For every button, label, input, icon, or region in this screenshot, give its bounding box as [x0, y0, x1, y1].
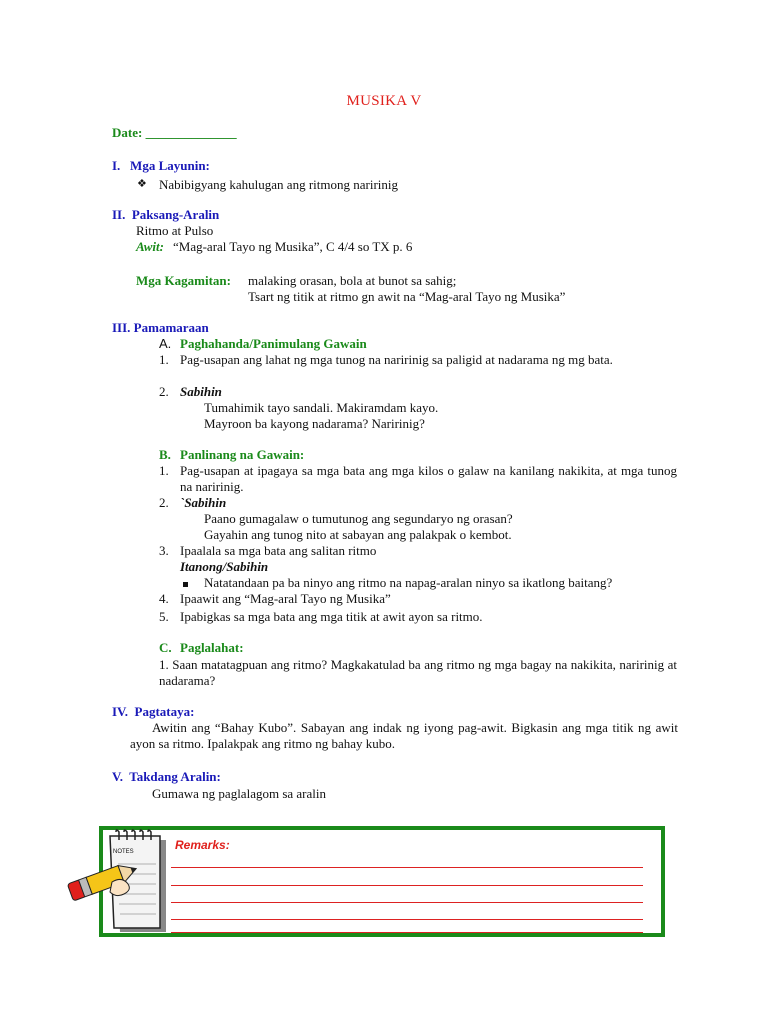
- section-iii-heading: III. Pamamaraan: [112, 320, 209, 335]
- section-ii-heading: II. Paksang-Aralin: [112, 207, 220, 222]
- page-title: MUSIKA V: [346, 93, 422, 109]
- remarks-label: Remarks:: [175, 838, 230, 852]
- remark-line: [171, 867, 643, 868]
- remark-line: [171, 902, 643, 903]
- awit-label: Awit:: [136, 239, 164, 254]
- a-item1-text: Pag-usapan ang lahat ng mga tunog na naririnig sa paligid at nadarama ng mg bata.: [180, 352, 613, 367]
- pagtataya-text: Awitin ang “Bahay Kubo”. Sabayan ang indak ng iyong pag-awit. Bigkasin ang mga titik ng awit ayon sa ritmo. Ipalakpak ang ritmo ng bahay kubo.: [130, 720, 678, 751]
- square-bullet-icon: [183, 575, 188, 591]
- b-item3-num: 3.: [159, 543, 169, 558]
- b-item4-text: Ipaawit ang “Mag-aral Tayo ng Musika”: [180, 591, 391, 606]
- b-item1-text: Pag-usapan at ipagaya sa mga bata ang mga kilos o galaw na kanilang nakikita, at mga tunog na naririnig.: [180, 463, 677, 494]
- b-item2-label: `Sabihin: [180, 495, 227, 510]
- b-item3-text: Ipaalala sa mga bata ang salitan ritmo: [180, 543, 377, 558]
- kagamitan-label: Mga Kagamitan:: [136, 273, 231, 288]
- remark-line: [171, 885, 643, 886]
- a-item2-num: 2.: [159, 384, 169, 399]
- a-item2-line2: Mayroon ba kayong nadarama? Naririnig?: [204, 416, 425, 431]
- topic-text: Ritmo at Pulso: [136, 223, 214, 238]
- b-item5-text: Ipabigkas sa mga bata ang mga titik at awit ayon sa ritmo.: [180, 609, 483, 624]
- a-item1-num: 1.: [159, 352, 169, 367]
- subsection-b-title: Panlinang na Gawain:: [180, 447, 305, 462]
- b-item3-bullet: Natatandaan pa ba ninyo ang ritmo na napag-aralan ninyo sa ikatlong baitang?: [204, 575, 613, 590]
- b-item2-line1: Paano gumagalaw o tumutunog ang segundaryo ng orasan?: [204, 511, 513, 526]
- kagamitan-line1: malaking orasan, bola at bunot sa sahig;: [248, 273, 457, 288]
- b-item5-num: 5.: [159, 609, 169, 624]
- subsection-c-title: Paglalahat:: [180, 640, 244, 655]
- section-v-heading: V. Takdang Aralin:: [112, 769, 221, 784]
- notepad-label: NOTES: [113, 849, 134, 855]
- a-item2-line1: Tumahimik tayo sandali. Makiramdam kayo.: [204, 400, 439, 415]
- remark-line: [171, 932, 643, 933]
- c-item1-text: 1. Saan matatagpuan ang ritmo? Magkakatulad ba ang ritmo ng mga bagay na nakikita, naririnig at nadarama?: [159, 657, 677, 688]
- awit-text: “Mag-aral Tayo ng Musika”, C 4/4 so TX p. 6: [173, 239, 413, 254]
- remark-line: [171, 919, 643, 920]
- objective-item: Nabibigyang kahulugan ang ritmong naririnig: [159, 177, 399, 192]
- b-item1-num: 1.: [159, 463, 169, 478]
- b-item2-line2: Gayahin ang tunog nito at sabayan ang palakpak o kembot.: [204, 527, 512, 542]
- notepad-pencil-icon: [54, 828, 172, 940]
- subsection-a-title: Paghahanda/Panimulang Gawain: [180, 336, 367, 351]
- diamond-bullet-icon: ❖: [137, 178, 147, 190]
- b-item4-num: 4.: [159, 591, 169, 606]
- takdang-aralin-text: Gumawa ng paglalagom sa aralin: [152, 786, 326, 801]
- subsection-c-letter: C.: [159, 640, 172, 655]
- section-iv-heading: IV. Pagtataya:: [112, 704, 195, 719]
- kagamitan-line2: Tsart ng titik at ritmo gn awit na “Mag-aral Tayo ng Musika”: [248, 289, 566, 304]
- a-item2-label: Sabihin: [180, 384, 222, 399]
- b-item3-label: Itanong/Sabihin: [180, 559, 269, 574]
- section-i-heading: I. Mga Layunin:: [112, 158, 210, 173]
- date-label: Date: ______________: [112, 125, 237, 140]
- subsection-b-letter: B.: [159, 447, 171, 462]
- b-item2-num: 2.: [159, 495, 169, 510]
- subsection-a-letter: A.: [159, 336, 172, 351]
